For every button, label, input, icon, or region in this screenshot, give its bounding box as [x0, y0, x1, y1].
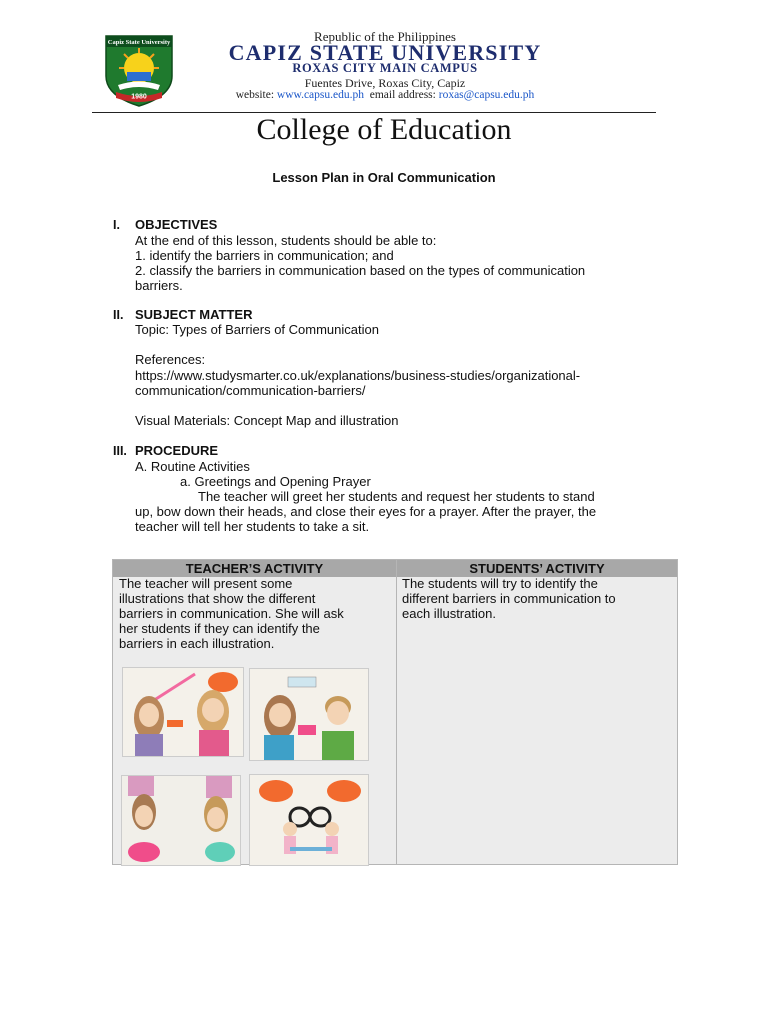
reference-url[interactable]: communication/communication-barriers/ [135, 383, 366, 398]
teacher-activity-line: The teacher will present some [119, 576, 293, 591]
subject-matter-heading: SUBJECT MATTER [135, 307, 253, 322]
seal-year: 1980 [131, 93, 147, 101]
email-link[interactable]: roxas@capsu.edu.ph [438, 89, 535, 101]
students-activity-header: STUDENTS’ ACTIVITY [469, 561, 605, 576]
procedure-line: teacher will tell her students to take a sit. [135, 519, 370, 534]
column-divider [396, 560, 397, 864]
teacher-activity-line: illustrations that show the different [119, 591, 316, 606]
campus-name: ROXAS CITY MAIN CAMPUS [292, 61, 478, 75]
routine-activities-label: A. Routine Activities [135, 459, 250, 474]
references-label: References: [135, 352, 206, 367]
greetings-label: a. Greetings and Opening Prayer [180, 474, 371, 489]
campus-address: Fuentes Drive, Roxas City, Capiz [304, 76, 466, 90]
visual-materials-line: Visual Materials: Concept Map and illustration [135, 413, 399, 428]
illustration-2-image [249, 668, 369, 761]
students-activity-line: different barriers in communication to [402, 591, 616, 606]
svg-text:Capiz State University: Capiz State University [107, 39, 171, 46]
procedure-line: The teacher will greet her students and request her students to stand [198, 489, 595, 504]
objectives-line: barriers. [135, 278, 183, 293]
objectives-heading: OBJECTIVES [135, 217, 218, 232]
section-numeral-subject-matter: II. [113, 308, 124, 322]
illustration-4-image [249, 774, 369, 866]
procedure-line: up, bow down their heads, and close their eyes for a prayer. After the prayer, the [135, 504, 597, 519]
teacher-activity-header: TEACHER’S ACTIVITY [185, 561, 324, 576]
contact-line [180, 89, 590, 101]
students-activity-line: each illustration. [402, 606, 496, 621]
teacher-activity-line: her students if they can identify the [119, 621, 320, 636]
college-title: College of Education [256, 113, 512, 146]
university-seal-logo [100, 30, 178, 108]
lesson-plan-title: Lesson Plan in Oral Communication [272, 170, 496, 185]
reference-url[interactable]: https://www.studysmarter.co.uk/explanations/business-studies/organizational- [135, 368, 581, 383]
activity-table [112, 559, 678, 865]
section-numeral-objectives: I. [113, 218, 120, 232]
illustration-3-image [121, 775, 241, 866]
procedure-heading: PROCEDURE [135, 443, 219, 458]
section-numeral-procedure: III. [113, 444, 127, 458]
objectives-line: At the end of this lesson, students should be able to: [135, 233, 437, 248]
topic-line: Topic: Types of Barriers of Communication [135, 322, 379, 337]
website-link[interactable]: www.capsu.edu.ph [276, 89, 364, 101]
students-activity-line: The students will try to identify the [402, 576, 598, 591]
republic-line: Republic of the Philippines [314, 29, 456, 44]
teacher-activity-line: barriers in each illustration. [119, 636, 275, 651]
teacher-activity-line: barriers in communication. She will ask [119, 606, 344, 621]
website-label: website: [235, 89, 277, 101]
objectives-line: 1. identify the barriers in communication; and [135, 248, 394, 263]
objectives-line: 2. classify the barriers in communication based on the types of communication [135, 263, 586, 278]
illustration-1-image [122, 667, 244, 757]
university-name: CAPIZ STATE UNIVERSITY [228, 40, 542, 65]
email-label: email address: [364, 89, 439, 101]
